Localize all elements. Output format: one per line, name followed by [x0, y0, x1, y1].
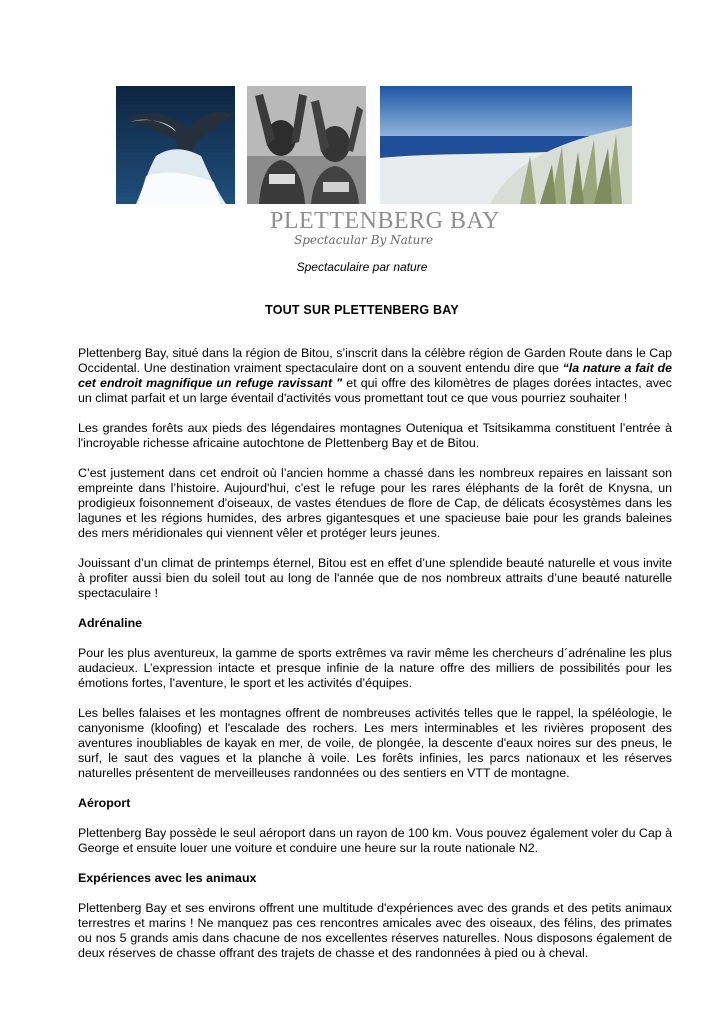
brand-logo: [270, 208, 500, 247]
section-heading-adrenaline: Adrénaline: [78, 616, 143, 630]
brand-title: PLETTENBERG BAY: [270, 208, 500, 234]
aeroport-paragraph: Plettenberg Bay possède le seul aéroport dans un rayon de 100 km. Vous pouvez également voler du Cap à George et ensuite louer une voiture et conduire une heure sur la route nationale N2.: [78, 826, 672, 855]
intro-paragraph-1: [78, 346, 672, 406]
intro-paragraph-4: Jouissant d’un climat de printemps éternel, Bitou est en effet d’une splendide beauté naturelle et vous invite à profiter aussi bien du soleil tout au long de l'année que de nos nombreux attraits d’une beauté naturelle spectaculaire !: [78, 556, 672, 600]
document-body: [78, 346, 672, 976]
section-heading-animaux: Expériences avec les animaux: [78, 871, 257, 885]
women-photo: [247, 86, 366, 204]
intro-paragraph-2: Les grandes forêts aux pieds des légendaires montagnes Outeniqua et Tsitsikamma constituent l’entrée à l'incroyable richesse africaine autochtone de Plettenberg Bay et de Bitou.: [78, 421, 672, 450]
whale-tail-photo: [116, 86, 235, 204]
adrenaline-paragraph-1: Pour les plus aventureux, la gamme de sports extrêmes va ravir même les chercheurs d´adrénaline les plus audacieux. L’expression intacte et presque infinie de la nature offre des milliers de possibilités pour les émotions fortes, l’aventure, le sport et les activités d’équipes.: [78, 646, 672, 690]
beach-dunes-photo: [380, 86, 632, 204]
intro-quote: “la nature a fait de cet endroit magnifique un refuge ravissant ": [78, 361, 672, 390]
animaux-paragraph: Plettenberg Bay et ses environs offrent une multitude d'expériences avec des grands et des petits animaux terrestres et marins ! Ne manquez pas ces rencontres amicales avec des oiseaux, des félins, des primates ou nos 5 grands amis dans chacune de nos excellentes réserves naturelles. Nous disposons également de deux réserves de chasse offrant des trajets de chasse et des randonnées à pied ou à cheval.: [78, 901, 672, 960]
tagline-caption: Spectaculaire par nature: [296, 260, 428, 274]
intro-paragraph-3: C’est justement dans cet endroit où l’ancien homme a chassé dans les nombreux repaires en laissant son empreinte dans l’histoire. Aujourd'hui, c'est le refuge pour les rares éléphants de la forêt de Knysna, un prodigieux foisonnement d'oiseaux, de vastes étendues de flore de Cap, de délicats écosystèmes dans les lagunes et les régions humides, des arbres gigantesques et une spacieuse baie pour les grands baleines des mers méridionales qui viennent vêler et protéger leurs jeunes.: [78, 466, 672, 540]
page-title: TOUT SUR PLETTENBERG BAY: [265, 303, 459, 317]
brand-tagline: Spectacular By Nature: [294, 233, 434, 247]
section-heading-aeroport: Aéroport: [78, 796, 131, 810]
header-banner: [116, 86, 632, 204]
intro-text-end: et qui offre des kilomètres de plages dorées intactes, avec un climat parfait et un large éventail d'activités vous promettant tout ce que vous pourriez souhaiter !: [78, 376, 672, 405]
intro-text-start: Plettenberg Bay, situé dans la région de Bitou, s’inscrit dans la célèbre région de Garden Route dans le Cap Occidental. Une destination vraiment spectaculaire dont on a souvent entendu dire que: [78, 346, 672, 375]
adrenaline-paragraph-2: Les belles falaises et les montagnes offrent de nombreuses activités telles que le rappel, la spéléologie, le canyonisme (kloofing) et l'escalade des rochers. Les mers interminables et les rivières proposent des aventures inoubliables de kayak en mer, de voile, de plongée, la descente d'eaux noires sur des pneus, le surf, le saut des vagues et la planche à voile. Les forêts infinies, les parcs nationaux et les réserves naturelles présentent de merveilleuses randonnées ou des sentiers en VTT de montagne.: [78, 706, 672, 780]
